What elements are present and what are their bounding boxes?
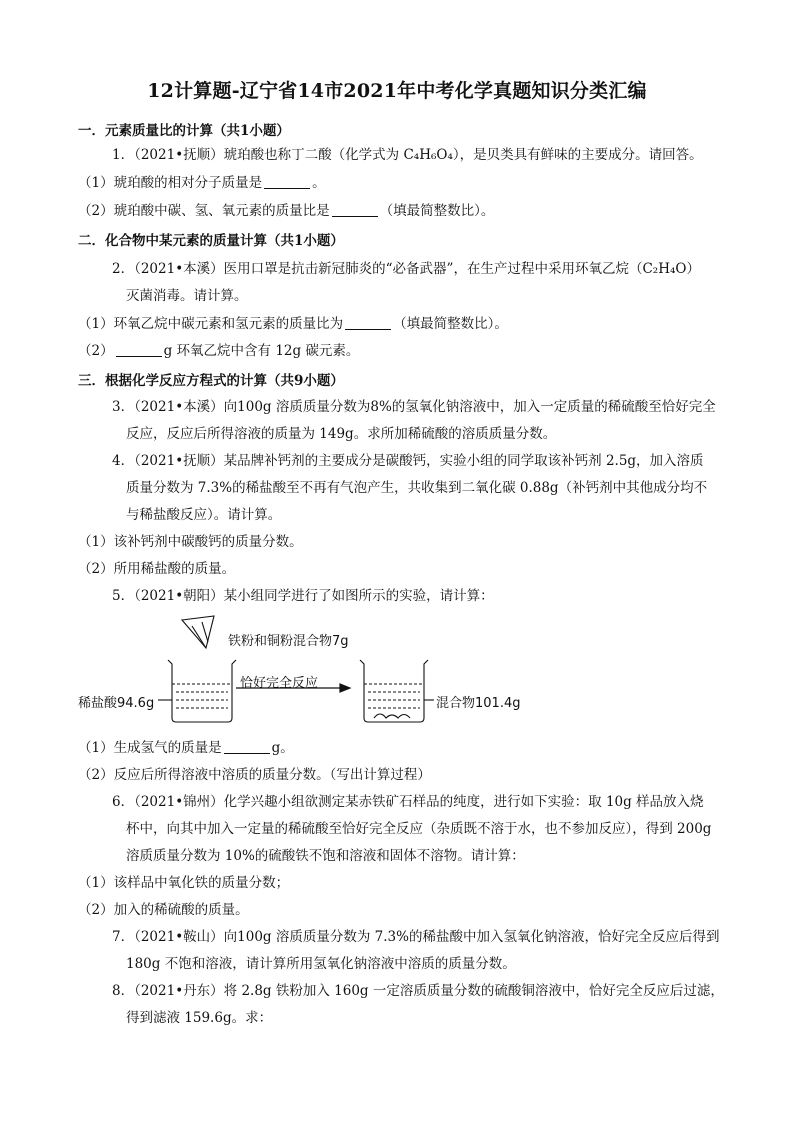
mixture-label: 混合物101.4g	[436, 696, 521, 711]
sub-text: （1）环氧乙烷中碳元素和氢元素的质量比为	[78, 316, 344, 332]
question-2-sub-1	[78, 314, 718, 334]
question-6-sub-2: （2）加入的稀硫酸的质量。	[78, 902, 249, 918]
sub-text: （2）琥珀酸中碳、氢、氧元素的质量比是	[78, 203, 330, 219]
question-7-stem-line-2: 180g 不饱和溶液，请计算所用氢氧化钠溶液中溶质的质量分数。	[126, 956, 516, 972]
question-8-stem-line-1: 8．（2021•丹东）将 2.8g 铁粉加入 160g 一定溶质质量分数的硫酸铜溶液中，恰好完全反应后过滤，	[112, 983, 724, 999]
section-heading-1: 一．元素质量比的计算（共1小题）	[78, 123, 290, 139]
sub-text: （填最简整数比）。	[379, 203, 495, 219]
answer-blank[interactable]	[116, 342, 162, 357]
question-5-sub-1	[78, 738, 718, 758]
question-6-stem-line-1: 6．（2021•锦州）化学兴趣小组欲测定某赤铁矿石样品的纯度，进行如下实验：取 10g 样品放入烧	[112, 794, 704, 810]
question-6-sub-1: （1）该样品中氧化铁的质量分数；	[78, 875, 290, 891]
question-6-stem-line-3: 溶质质量分数为 10%的硫酸铁不饱和溶液和固体不溶物。请计算：	[126, 848, 525, 864]
question-7-stem-line-1: 7．（2021•鞍山）向100g 溶质质量分数为 7.3%的稀盐酸中加入氢氧化钠溶液，恰好完全反应后得到	[112, 929, 720, 945]
question-2-stem-line-1: 2．（2021•本溪）医用口罩是抗击新冠肺炎的“必备武器”，在生产过程中采用环氧乙烷（C₂H₄O）	[112, 261, 700, 277]
question-4-sub-2: （2）所用稀盐酸的质量。	[78, 561, 236, 577]
acid-label: 稀盐酸94.6g	[78, 696, 155, 711]
question-5-sub-2: （2）反应后所得溶液中溶质的质量分数。（写出计算过程）	[78, 767, 431, 783]
question-1-stem: 1．（2021•抚顺）琥珀酸也称丁二酸（化学式为 C₄H₆O₄），是贝类具有鲜味的主要成分。请回答。	[112, 147, 703, 163]
section-heading-3: 三．根据化学反应方程式的计算（共9小题）	[78, 373, 344, 389]
sub-text: （填最简整数比）。	[393, 316, 508, 332]
paper-powder-icon	[182, 616, 214, 648]
sub-text: （1）琥珀酸的相对分子质量是	[78, 175, 263, 191]
powder-label: 铁粉和铜粉混合物7g	[228, 634, 349, 649]
sub-text: 。	[312, 175, 326, 191]
question-8-stem-line-2: 得到滤液 159.6g。求：	[126, 1010, 273, 1026]
sub-text: g。	[271, 740, 294, 756]
page-title: 12计算题-辽宁省14市2021年中考化学真题知识分类汇编	[147, 80, 647, 102]
answer-blank[interactable]	[264, 174, 310, 189]
question-6-stem-line-2: 杯中，向其中加入一定量的稀硫酸至恰好完全反应（杂质既不溶于水，也不参加反应），得到 200g	[126, 821, 712, 837]
question-2-sub-2	[78, 341, 718, 361]
question-1-sub-2	[78, 201, 718, 221]
answer-blank[interactable]	[224, 739, 270, 754]
sub-text: （1）生成氢气的质量是	[78, 740, 222, 756]
question-4-sub-1: （1）该补钙剂中碳酸钙的质量分数。	[78, 534, 303, 550]
beaker-mixture-icon	[360, 660, 434, 722]
sub-text: g 环氧乙烷中含有 12g 碳元素。	[163, 343, 360, 359]
answer-blank[interactable]	[332, 202, 378, 217]
question-3-stem-line-2: 反应，反应后所得溶液的质量为 149g。求所加稀硫酸的溶质质量分数。	[126, 426, 557, 442]
section-heading-2: 二．化合物中某元素的质量计算（共1小题）	[78, 233, 344, 249]
question-4-stem-line-3: 与稀盐酸反应）。请计算。	[126, 507, 282, 523]
question-4-stem-line-1: 4．（2021•抚顺）某品牌补钙剂的主要成分是碳酸钙，实验小组的同学取该补钙剂 2.5g，加入溶质	[112, 453, 704, 469]
arrow-label: 恰好完全反应	[240, 676, 319, 691]
sub-text: （2）	[78, 343, 114, 359]
question-1-sub-1	[78, 173, 718, 193]
question-4-stem-line-2: 质量分数为 7.3%的稀盐酸至不再有气泡产生，共收集到二氧化碳 0.88g（补钙剂中其他成分均不	[126, 480, 708, 496]
answer-blank[interactable]	[345, 315, 391, 330]
beaker-acid-icon	[158, 660, 236, 722]
question-2-stem-line-2: 灭菌消毒。请计算。	[126, 288, 248, 304]
question-5-stem: 5．（2021•朝阳）某小组同学进行了如图所示的实验，请计算：	[112, 588, 494, 604]
experiment-diagram	[74, 612, 634, 732]
experiment-diagram-drawing	[74, 612, 634, 732]
question-3-stem-line-1: 3．（2021•本溪）向100g 溶质质量分数为8%的氢氧化钠溶液中，加入一定质量的稀硫酸至恰好完全	[112, 399, 716, 415]
